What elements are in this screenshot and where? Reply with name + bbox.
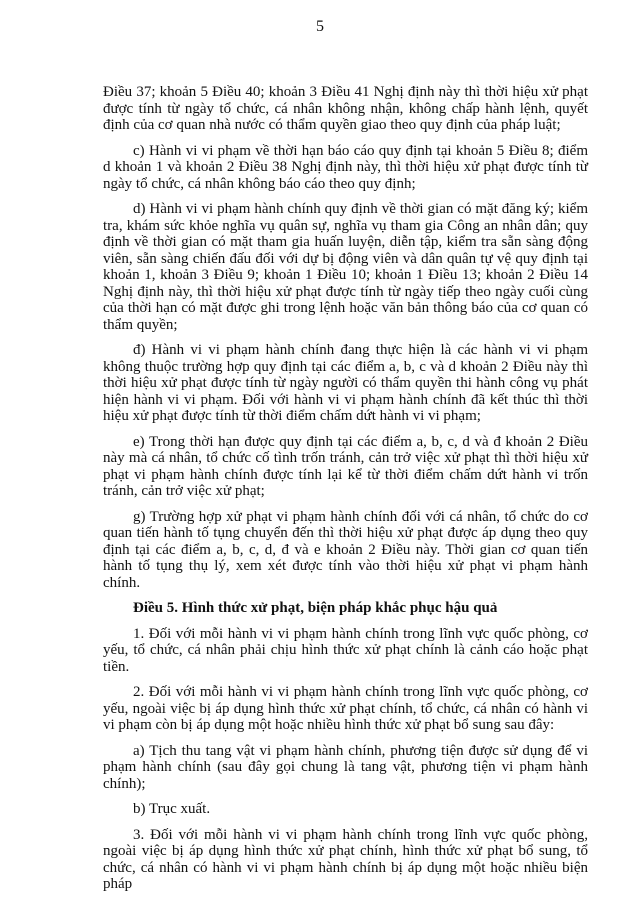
article-5-clause-1: 1. Đối với mỗi hành vi vi phạm hành chính trong lĩnh vực quốc phòng, cơ yếu, tổ chức, cá nhân phải chịu hình thức xử phạt chính là cảnh cáo hoặc phạt tiền. [103,625,588,675]
paragraph-point-dd: đ) Hành vi vi phạm hành chính đang thực hiện là các hành vi vi phạm không thuộc trường hợp quy định tại các điểm a, b, c và d khoản 2 Điều này thì thời hiệu xử phạt được tính từ ngày người có thẩm quyền thi hành công vụ phát hiện hành vi vi phạm. Đối với hành vi vi phạm hành chính đã kết thúc thì thời hiệu xử phạt được tính từ thời điểm chấm dứt hành vi vi phạm; [103,342,588,424]
article-5-clause-2: 2. Đối với mỗi hành vi vi phạm hành chính trong lĩnh vực quốc phòng, cơ yếu, ngoài việc bị áp dụng hình thức xử phạt chính, tổ chức, cá nhân có hành vi vi phạm còn bị áp dụng một hoặc nhiều hình thức xử phạt bổ sung sau đây: [103,684,588,733]
page-number: 5 [316,18,324,35]
paragraph-point-e: e) Trong thời hạn được quy định tại các điểm a, b, c, d và đ khoản 2 Điều này mà cá nhân, tổ chức cố tình trốn tránh, cản trở việc xử phạt thì thời hiệu xử phạt vi phạm hành chính được tính lại kể từ thời điểm chấm dứt hành vi trốn tránh, cản trở việc xử phạt; [103,433,588,499]
paragraph-point-g: g) Trường hợp xử phạt vi phạm hành chính đối với cá nhân, tổ chức do cơ quan tiến hành tố tụng chuyển đến thì thời hiệu xử phạt được áp dụng theo quy định tại các điểm a, b, c, d, đ và e khoản 2 Điều này. Thời gian cơ quan tiến hành tố tụng thụ lý, xem xét được tính vào thời hiệu xử phạt vi phạm hành chính. [103,508,588,591]
document-body [103,84,588,902]
article-5-clause-3: 3. Đối với mỗi hành vi vi phạm hành chính trong lĩnh vực quốc phòng, ngoài việc bị áp dụng hình thức xử phạt chính, hình thức xử phạt bổ sung, tổ chức, cá nhân có hành vi vi phạm hành chính bị áp dụng một hoặc nhiều biện pháp [103,826,588,892]
article-5-clause-2-point-b: b) Trục xuất. [133,801,211,817]
article-5-heading: Điều 5. Hình thức xử phạt, biện pháp khắc phục hậu quả [133,600,498,616]
article-5-clause-2-point-a: a) Tịch thu tang vật vi phạm hành chính, phương tiện được sử dụng để vi phạm hành chính (sau đây gọi chung là tang vật, phương tiện vi phạm hành chính); [103,742,588,792]
paragraph-continuation: Điều 37; khoản 5 Điều 40; khoản 3 Điều 41 Nghị định này thì thời hiệu xử phạt được tính từ ngày tổ chức, cá nhân không nhận, không chấp hành lệnh, quyết định của cơ quan nhà nước có thẩm quyền giao theo quy định của pháp luật; [103,84,588,133]
paragraph-point-c: c) Hành vi vi phạm về thời hạn báo cáo quy định tại khoản 5 Điều 8; điểm d khoản 1 và khoản 2 Điều 38 Nghị định này, thì thời hiệu xử phạt được tính từ ngày tổ chức, cá nhân không báo cáo theo quy định; [103,142,588,192]
paragraph-point-d: d) Hành vi vi phạm hành chính quy định về thời gian có mặt đăng ký; kiểm tra, khám sức khỏe nghĩa vụ quân sự, nghĩa vụ tham gia Công an nhân dân; quy định về thời gian có mặt tham gia huấn luyện, diễn tập, kiểm tra sẵn sàng động viên, sẵn sàng chiến đấu đối với dự bị động viên và dân quân tự vệ quy định tại khoản 1, khoản 3 Điều 9; khoản 1 Điều 10; khoản 1 Điều 13; khoản 2 Điều 14 Nghị định này, thì thời hiệu xử phạt được tính từ ngày tiếp theo ngày cuối cùng của thời hạn có mặt được ghi trong lệnh hoặc văn bản thông báo của cơ quan có thẩm quyền; [103,201,588,333]
